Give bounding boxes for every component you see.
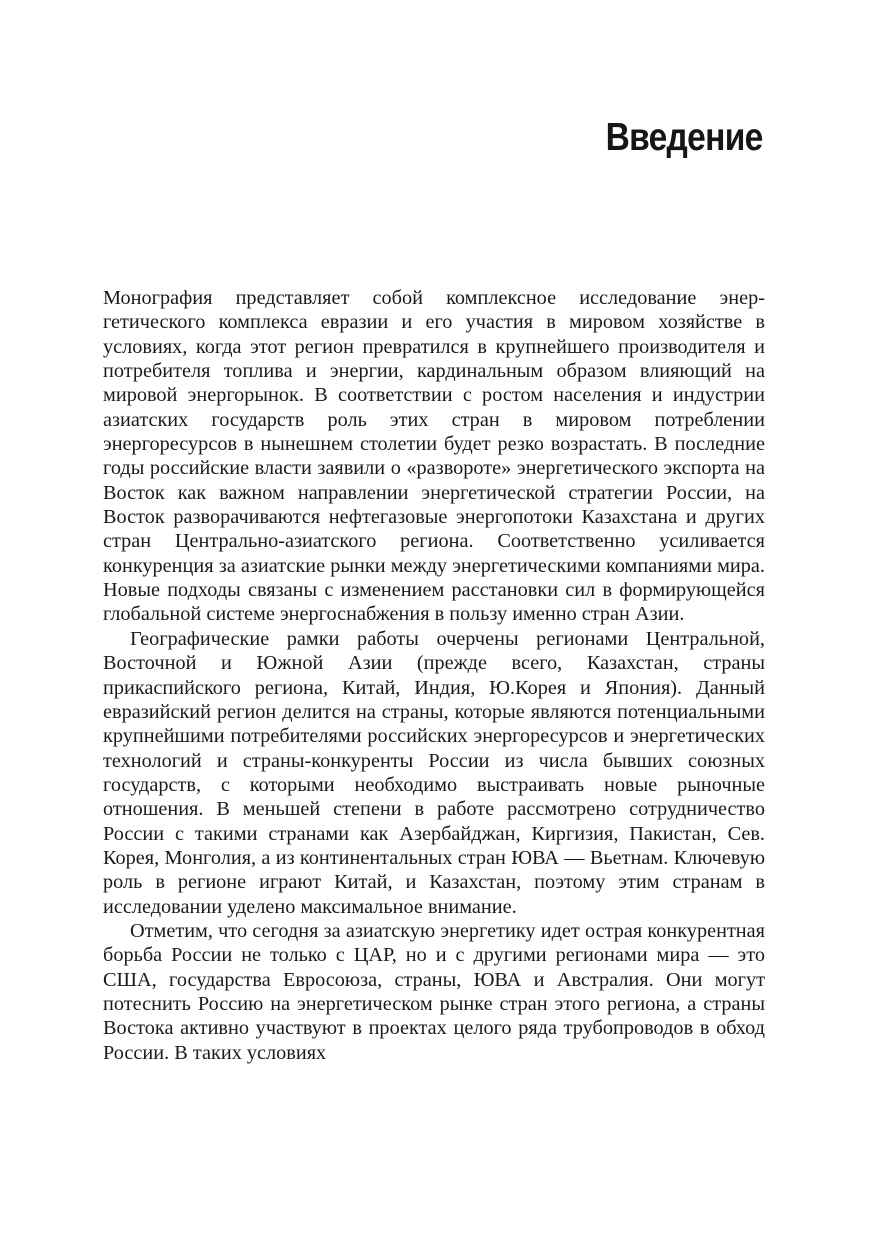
paragraph-1: Монография представляет собой комплексное исследование энергетического комплекса евразии и его участия в мировом хозяйстве в условиях, когда этот регион превратился в крупнейшего производителя и потребителя топлива и энергии, кардинальным образом влияющий на мировой энергорынок. В соответствии с ростом населения и индустрии азиатских государств роль этих стран в мировом потреблении энергоресурсов в нынешнем столетии будет резко возрастать. В последние годы российские власти заявили о «развороте» энергетического экспорта на Восток как важном направлении энергетической стратегии России, на Восток разворачиваются нефтегазовые энергопотоки Казахстана и других стран Центрально-азиатского региона. Соответственно усиливается конкуренция за азиатские рынки между энергетическими компаниями мира. Новые подходы связаны с изменением расстановки сил в формирующейся глобальной системе энергоснабжения в пользу именно стран Азии. [103, 287, 765, 626]
paragraph-2: Географические рамки работы очерчены регионами Центральной, Восточной и Южной Азии (прежде всего, Казахстан, страны прикаспийского региона, Китай, Индия, Ю.Корея и Япония). Данный евразийский регион делится на страны, которые являются потенциальными крупнейшими потребителями российских энергоресурсов и энергетических технологий и страны-конкуренты России из числа бывших союзных государств, с которыми необходимо выстраивать новые рыночные отношения. В меньшей степени в работе рассмотрено сотрудничество России с такими странами как Азербайджан, Киргизия, Пакистан, Сев. Корея, Монголия, а из континентальных стран ЮВА — Вьетнам. Ключевую роль в регионе играют Китай, и Казахстан, поэтому этим странам в исследовании уделено максимальное внимание. [103, 627, 765, 918]
paragraph-3: Отметим, что сегодня за азиатскую энергетику идет острая конкурентная борьба России не только с ЦАР, но и с другими регионами мира — это США, государства Евросоюза, страны, ЮВА и Австралия. Они могут потеснить Россию на энергетическом рынке стран этого региона, а страны Востока активно участвуют в проектах целого ряда трубопроводов в обход России. В таких условиях [103, 919, 765, 1064]
body-text [103, 286, 765, 1065]
chapter-title: Введение [605, 116, 763, 159]
